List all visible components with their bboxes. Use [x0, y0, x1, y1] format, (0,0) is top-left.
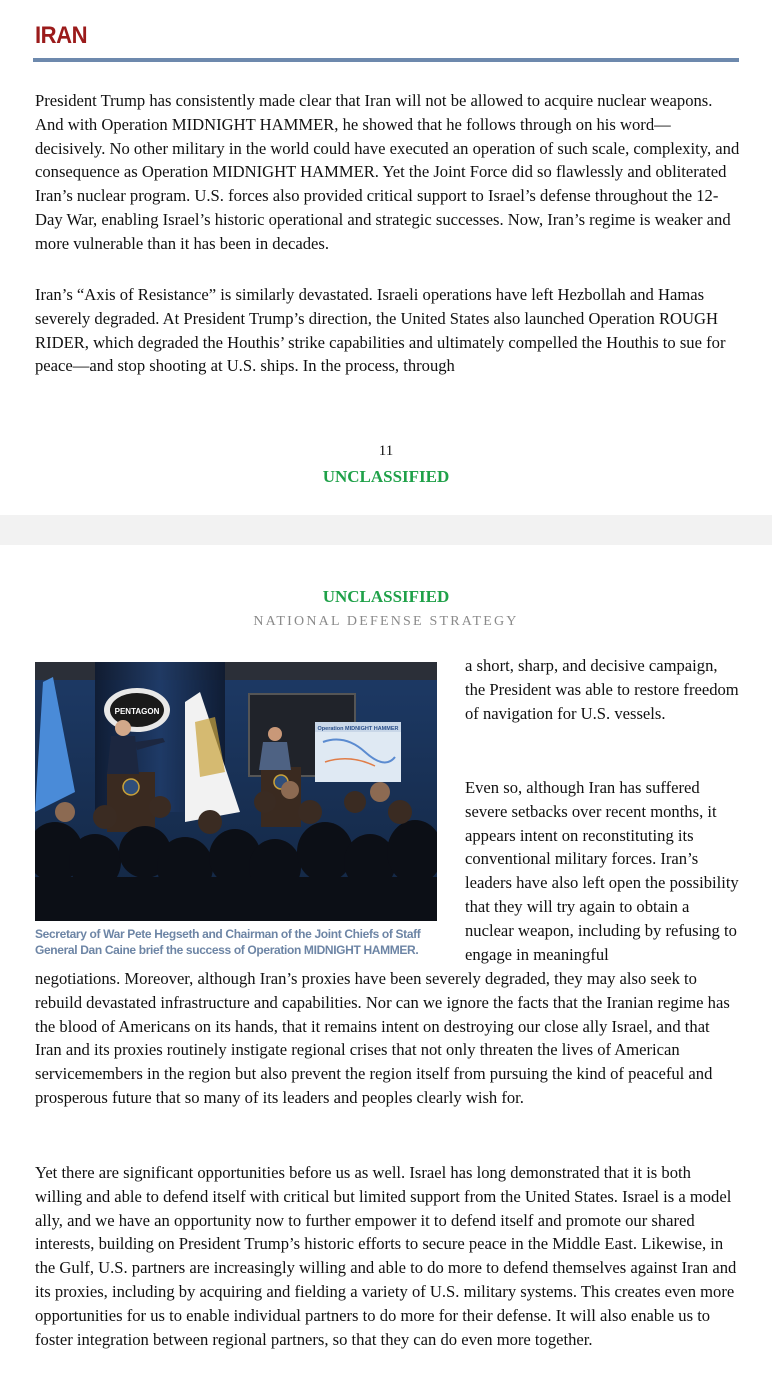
screen-title: Operation MIDNIGHT HAMMER [317, 726, 399, 732]
page-number: 11 [378, 443, 394, 459]
section-heading: IRAN [35, 22, 88, 49]
body-paragraph-3: negotiations. Moreover, although Iran’s proxies have been severely degraded, they may also seek to rebuild devastated infrastructure and capabilities. Nor can we ignore the facts that the Iranian regime has the blood of Americans on its hands, that it remains intent on destroying our close ally Israel, and that Iran and its proxies routinely instigate regional crises that not only threaten the lives of American servicemembers in the region but also prevent the region itself from pursuing the kind of peaceful and prosperous future that so many of its leaders and peoples clearly wish for. [35, 969, 730, 1107]
briefing-photo [35, 662, 437, 921]
podium-sign: PENTAGON [114, 707, 160, 716]
document-title: NATIONAL DEFENSE STRATEGY [253, 614, 519, 629]
page-separator [0, 515, 772, 545]
body-paragraph-2: Iran’s “Axis of Resistance” is similarly devastated. Israeli operations have left Hezbollah and Hamas severely degraded. At President Trump’s direction, the United States also launched Operation ROUGH RIDER, which degraded the Houthis’ strike capabilities and ultimately compelled the Houthis to sue for peace—and stop shooting at U.S. ships. In the process, through [35, 285, 726, 376]
classification-footer: UNCLASSIFIED [322, 467, 450, 486]
side-paragraph-2: Even so, although Iran has suffered severe setbacks over recent months, it appears intent on reconstituting its conventional military forces. Iran’s leaders have also left open the possibility that they will try again to obtain a nuclear weapon, including by refusing to engage in meaningful [465, 778, 739, 964]
side-paragraph-1: a short, sharp, and decisive campaign, the President was able to restore freedom of navigation for U.S. vessels. [465, 656, 739, 723]
page-11 [0, 0, 772, 515]
body-paragraph-4: Yet there are significant opportunities before us as well. Israel has long demonstrated that it is both willing and able to defend itself with critical but limited support from the United States. Israel is a model ally, and we have an opportunity now to further empower it to defend itself and promote our shared interests, building on President Trump’s historic efforts to secure peace in the Middle East. Likewise, in the Gulf, U.S. partners are increasingly willing and able to do more to defend themselves against Iran and its proxies, including by acquiring and fielding a variety of U.S. military systems. This creates even more opportunities for us to enable individual partners to do more for their defense. It will also enable us to foster integration between regional partners, so that they can do even more together. [35, 1163, 737, 1349]
body-paragraph-1: President Trump has consistently made clear that Iran will not be allowed to acquire nuclear weapons. And with Operation MIDNIGHT HAMMER, he showed that he follows through on his word—decisively. No other military in the world could have executed an operation of such scale, complexity, and consequence as Operation MIDNIGHT HAMMER. Yet the Joint Force did so flawlessly and obliterated Iran’s nuclear program. U.S. forces also provided critical support to Israel’s defense throughout the 12-Day War, enabling Israel’s historic operational and strategic successes. Now, Iran’s regime is weaker and more vulnerable than it has been in decades. [35, 91, 740, 253]
photo-caption: Secretary of War Pete Hegseth and Chairman of the Joint Chiefs of Staff General Dan Caine brief the success of Operation MIDNIGHT HAMMER. [35, 927, 421, 957]
classification-header: UNCLASSIFIED [322, 587, 450, 606]
heading-rule [33, 58, 739, 62]
